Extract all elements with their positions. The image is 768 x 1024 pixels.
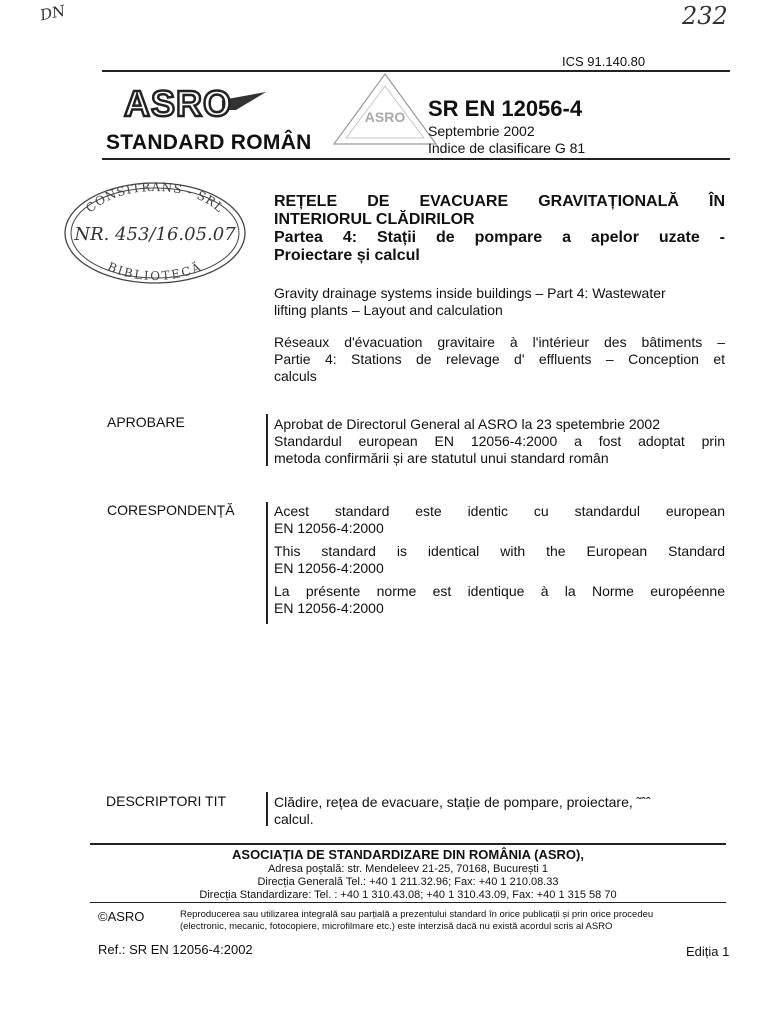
classification-index: Indice de clasificare G 81 — [428, 140, 586, 156]
correspondence-english: This standard is identical with the European Standard EN 12056-4:2000 — [274, 543, 725, 576]
standard-type-label: STANDARD ROMÂN — [106, 131, 312, 154]
library-stamp — [60, 178, 250, 288]
handwritten-initials: DN — [38, 1, 67, 25]
asro-seal-stamp — [330, 70, 440, 150]
footer-address-block — [90, 846, 726, 902]
standardization-directorate-contact: Direcția Standardizare: Tel. : +40 1 310.43.08; +40 1 310.43.09, Fax: +40 1 315 58 70 — [199, 889, 617, 901]
general-directorate-contact: Direcția Generală Tel.: +40 1 211.32.96; Fax: +40 1 210.08.33 — [257, 876, 559, 888]
postal-address: Adresa poștală: str. Mendeleev 21-25, 70168, București 1 — [267, 863, 549, 875]
header-bottom-rule — [102, 158, 730, 160]
correspondence-text — [274, 503, 725, 617]
asro-logo — [118, 80, 268, 128]
footer-top-rule — [90, 843, 726, 845]
title-romanian: REȚELE DE EVACUARE GRAVITAȚIONALĂ ÎN INTERIORUL CLĂDIRILOR Partea 4: Stații de pompare a apelor uzate - Proiectare și calcul — [274, 193, 725, 264]
publication-date: Septembrie 2002 — [428, 123, 535, 139]
document-reference: Ref.: SR EN 12056-4:2002 — [98, 942, 253, 957]
standard-code: SR EN 12056-4 — [428, 96, 583, 121]
svg-text:NR. 453/16.05.07: NR. 453/16.05.07 — [74, 224, 236, 245]
descriptors-bar — [266, 792, 268, 826]
correspondence-label: CORESPONDENȚĂ — [107, 502, 235, 518]
organization-name: ASOCIAȚIA DE STANDARDIZARE DIN ROMÂNIA (ASRO), — [232, 847, 584, 862]
approval-label: APROBARE — [107, 414, 185, 430]
correspondence-french: La présente norme est identique à la Norme européenne EN 12056-4:2000 — [274, 583, 725, 616]
title-english: Gravity drainage systems inside buildings – Part 4: Wastewater lifting plants – Layout and calculation — [274, 285, 666, 318]
correspondence-bar — [266, 502, 268, 624]
ics-code: ICS 91.140.80 — [562, 54, 646, 69]
descriptors-label: DESCRIPTORI TIT — [106, 793, 227, 809]
svg-text:BIBLIOTECĂ: BIBLIOTECĂ — [105, 259, 205, 284]
svg-text:ASRO: ASRO — [364, 109, 406, 125]
approval-text: Aprobat de Directorul General al ASRO la 23 spetembrie 2002 Standardul european EN 12056-4:2000 a fost adoptat prin metoda confirmării și are statutul unui standard român — [274, 416, 725, 466]
asro-logo-text: ASRO — [124, 83, 233, 124]
correspondence-romanian: Acest standard este identic cu standardul european EN 12056-4:2000 — [274, 503, 725, 536]
descriptors-text: Clădire, rețea de evacuare, stație de pompare, proiectare, ˜ˆˆ calcul. — [274, 794, 651, 827]
handwritten-page-number: 232 — [682, 2, 728, 30]
edition-label: Ediția 1 — [686, 944, 730, 959]
footer-mid-rule — [90, 902, 726, 903]
title-block — [274, 193, 725, 385]
title-french: Réseaux d'évacuation gravitaire à l'intérieur des bâtiments – Partie 4: Stations de relevage d' effluents – Conception et calculs — [274, 334, 725, 384]
copyright-mark: ©ASRO — [98, 909, 145, 924]
svg-text:CONSITRANS - SRL: CONSITRANS - SRL — [83, 179, 227, 216]
approval-bar — [266, 414, 268, 466]
reproduction-notice: Reproducerea sau utilizarea integrală sau parțială a prezentului standard în orice publicații și prin orice procedeu (electronic, mecanic, fotocopiere, microfilmare etc.) este interzisă dacă nu există acordul scris al ASRO — [180, 909, 654, 932]
